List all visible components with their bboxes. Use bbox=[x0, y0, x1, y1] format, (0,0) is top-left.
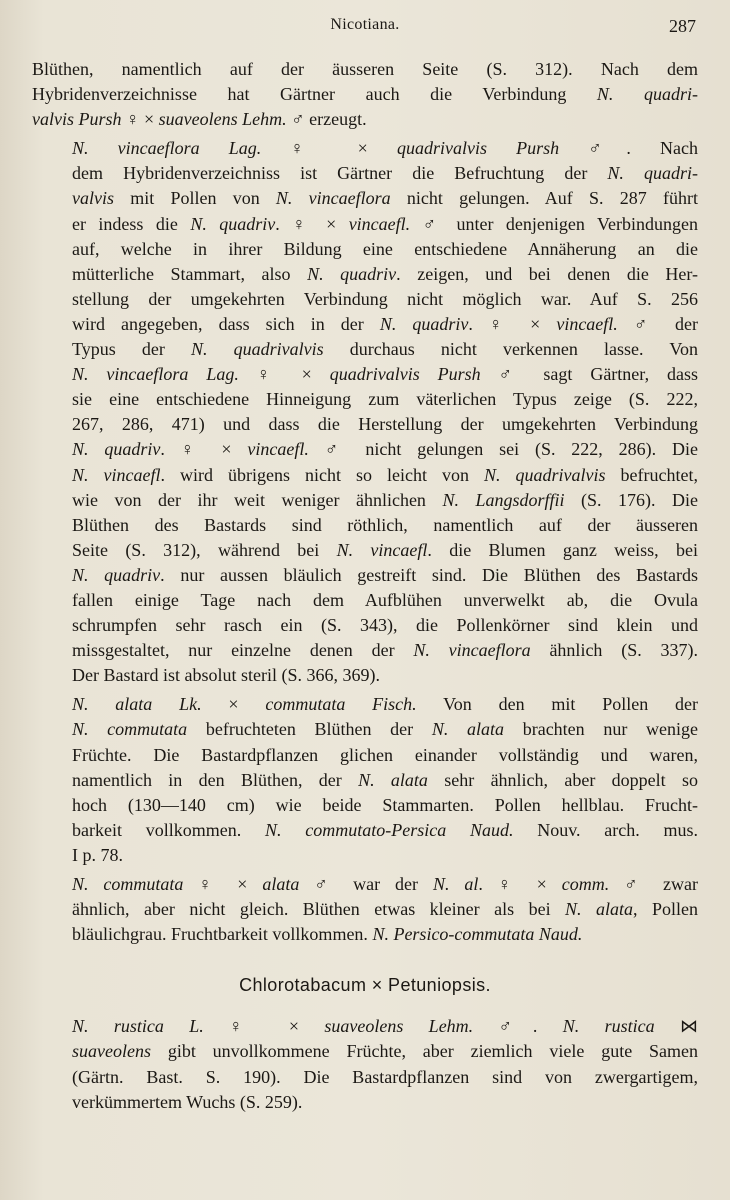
page-header bbox=[32, 16, 698, 42]
text-line: N. commutata ♀ × alata ♂ war der N. al. ♀ × comm. ♂ zwar bbox=[72, 874, 699, 894]
text-line: N. commutata befruchteten Blüthen der N. alata brachten nur wenige bbox=[72, 719, 699, 740]
text-line: N. vincaefl. wird übrigens nicht so leicht von N. quadrivalvis befruchtet, bbox=[72, 464, 698, 485]
text-line: valvis Pursh ♀ × suaveolens Lehm. ♂ erzeugt. bbox=[32, 109, 367, 130]
text-line: Der Bastard ist absolut steril (S. 366, 369). bbox=[72, 665, 380, 686]
text-line: fallen einige Tage nach dem Aufblühen unverwelkt ab, die Ovula bbox=[72, 589, 698, 610]
section-heading: Chlorotabacum × Petuniopsis. bbox=[239, 975, 491, 996]
text-line: wird angegeben, dass sich in der N. quadriv. ♀ × vincaefl. ♂ der bbox=[72, 313, 698, 334]
text-line: N. rustica L. ♀ × suaveolens Lehm. ♂. N. rustica ⋈ bbox=[72, 1016, 698, 1037]
text-line: Blüthen des Bastards sind röthlich, namentlich auf der äusseren bbox=[72, 514, 698, 535]
paragraph bbox=[32, 1014, 698, 1114]
text-line: N. quadriv. nur aussen bläulich gestreift sind. Die Blüthen des Bastards bbox=[72, 564, 698, 585]
text-line: namentlich in den Blüthen, der N. alata sehr ähnlich, aber doppelt so bbox=[72, 769, 698, 790]
text-line: hoch (130—140 cm) wie beide Stammarten. Pollen hellblau. Frucht- bbox=[72, 794, 698, 815]
text-line: barkeit vollkommen. N. commutato-Persica Naud. Nouv. arch. mus. bbox=[72, 819, 699, 840]
text-line: dem Hybridenverzeichniss ist Gärtner die Befruchtung der N. quadri- bbox=[72, 163, 698, 184]
text-line: valvis mit Pollen von N. vincaeflora nicht gelungen. Auf S. 287 führt bbox=[72, 188, 698, 209]
final-paragraph-container bbox=[32, 1014, 698, 1114]
text-line: verkümmertem Wuchs (S. 259). bbox=[72, 1091, 303, 1112]
text-line: (Gärtn. Bast. S. 190). Die Bastardpflanzen sind von zwergartigem, bbox=[72, 1066, 698, 1087]
text-line: N. alata Lk. × commutata Fisch. Von den mit Pollen der bbox=[72, 694, 698, 715]
text-line: suaveolens gibt unvollkommene Früchte, aber ziemlich viele gute Samen bbox=[72, 1041, 698, 1062]
running-title: Nicotiana. bbox=[330, 16, 400, 33]
paragraph bbox=[32, 57, 698, 132]
page-number: 287 bbox=[669, 16, 696, 36]
text-line: auf, welche in ihrer Bildung eine entschiedene Annäherung an die bbox=[72, 238, 698, 259]
text-line: N. vincaeflora Lag. ♀ × quadrivalvis Pursh ♂ sagt Gärtner, dass bbox=[72, 364, 698, 385]
paragraph bbox=[32, 692, 698, 868]
text-line: Blüthen, namentlich auf der äusseren Seite (S. 312). Nach dem bbox=[32, 59, 698, 79]
text-line: wie von der ihr weit weniger ähnlichen N. Langsdorffii (S. 176). Die bbox=[72, 489, 699, 510]
text-line: ähnlich, aber nicht gleich. Blüthen etwas kleiner als bei N. alata, Pollen bbox=[72, 899, 698, 920]
text-line: 267, 286, 471) und dass die Herstellung der umgekehrten Verbindung bbox=[72, 414, 698, 435]
text-line: Seite (S. 312), während bei N. vincaefl. die Blumen ganz weiss, bei bbox=[72, 539, 698, 560]
text-line: I p. 78. bbox=[72, 844, 123, 865]
text-line: bläulichgrau. Fruchtbarkeit vollkommen. N. Persico-commutata Naud. bbox=[72, 924, 583, 945]
paragraphs bbox=[32, 57, 698, 947]
text-line: Hybridenverzeichnisse hat Gärtner auch die Verbindung N. quadri- bbox=[32, 84, 698, 105]
text-line: N. quadriv. ♀ × vincaefl. ♂ nicht gelungen sei (S. 222, 286). Die bbox=[72, 439, 698, 460]
text-line: sie eine entschiedene Hinneigung zum väterlichen Typus zeige (S. 222, bbox=[72, 389, 698, 410]
text-line: N. vincaeflora Lag. ♀ × quadrivalvis Pursh ♂. Nach bbox=[72, 138, 698, 159]
text-line: mütterliche Stammart, also N. quadriv. zeigen, und bei denen die Her- bbox=[72, 263, 699, 284]
text-line: Typus der N. quadrivalvis durchaus nicht verkennen lasse. Von bbox=[72, 339, 698, 360]
paragraph bbox=[32, 872, 698, 947]
text-line: schrumpfen sehr rasch ein (S. 343), die Pollenkörner sind klein und bbox=[72, 615, 698, 636]
text-line: er indess die N. quadriv. ♀ × vincaefl. ♂ unter denjenigen Verbindungen bbox=[72, 213, 698, 234]
text-line: stellung der umgekehrten Verbindung nicht möglich war. Auf S. 256 bbox=[72, 288, 698, 309]
text-line: missgestaltet, nur einzelne denen der N. vincaeflora ähnlich (S. 337). bbox=[72, 640, 699, 661]
body-text bbox=[32, 57, 698, 1115]
text-line: Früchte. Die Bastardpflanzen glichen einander vollständig und waren, bbox=[72, 744, 698, 765]
paragraph bbox=[32, 136, 698, 688]
